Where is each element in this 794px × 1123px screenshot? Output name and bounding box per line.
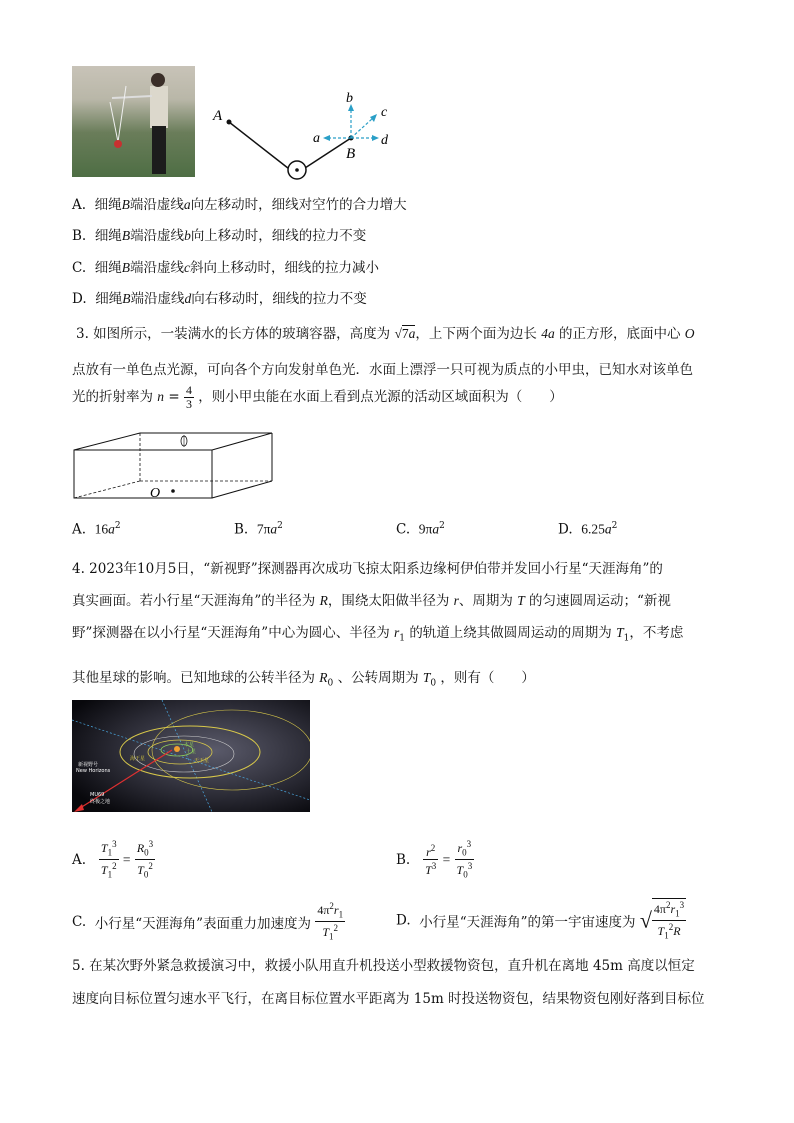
q4-stem-line3: 野”探测器在以小行星“天涯海角”中心为圆心、半径为 $r_1$ 的轨道上绕其做圆周运动的周期为 $T_1$，不考虑 [72,625,684,644]
q4-option-c[interactable]: C. 小行星“天涯海角”表面重力加速度为 $\frac{4\pi^2r_1}{T_1^2}$ [72,901,344,942]
image-label-tu: 土星 [186,749,197,755]
q2-option-d[interactable]: D. 细绳B端沿虚线d向右移动时，细线的拉力不变 [72,291,367,307]
q3-option-d[interactable]: D. $6.25a^2$ [558,521,618,538]
diabolo-photo [72,66,195,177]
label-O: O [150,486,161,501]
label-d: d [381,133,388,148]
q3-stem-line2: 点放有一单色点光源，可向各个方向发射单色光．水面上漂浮一只可视为质点的小甲虫，已知水对该单色 [72,362,693,378]
image-label-tian: 天王星 [194,758,210,764]
q2-option-c[interactable]: C. 细绳B端沿虚线c斜向上移动时，细线的拉力减小 [72,260,379,276]
image-label-nh-cn: 新视野号 [78,762,99,768]
q4-option-a[interactable]: A. $\frac{T_1^3}{T_1^2}$ = $\frac{R_0^3}{T_0^2}$ [72,839,154,880]
label-a: a [313,131,320,146]
image-label-nh-en: New Horizons [76,768,111,774]
image-label-mu2: 木星 [184,742,195,748]
q5-stem-line2: 速度向目标位置匀速水平飞行，在离目标位置水平距离为 15m 时投送物资包，结果物资包刚好落到目标位 [72,991,705,1007]
q4-stem-line4: 其他星球的影响。已知地球的公转半径为 $R_0$ 、公转周期为 $T_0$ ，则有（ ） [72,670,535,689]
q4-stem-line1: 4. 2023年10月5日，“新视野”探测器再次成功飞掠太阳系边缘柯伊伯带并发回小行星“天涯海角”的 [72,561,663,577]
q2-option-b[interactable]: B. 细绳B端沿虚线b向上移动时，细线的拉力不变 [72,228,367,244]
box-container-diagram [70,428,280,503]
q4-option-d[interactable]: D. 小行星“天涯海角”的第一宇宙速度为 √ $\frac{4\pi^2r_1^3}{T_1^2R}$ [396,900,685,941]
n-fraction: $\frac{4}{3}$ [185,383,192,411]
q2-option-a[interactable]: A. 细绳B端沿虚线a向左移动时，细线对空竹的合力增大 [72,197,407,213]
label-A: A [213,108,223,124]
label-c: c [381,105,388,120]
q5-stem-line1: 5. 在某次野外紧急救援演习中，救援小队用直升机投送小型救援物资包，直升机在离地 45m 高度以恒定 [72,958,695,974]
q3-option-b[interactable]: B. $7\pi a^2$ [234,521,283,538]
solar-system-image [72,700,310,812]
q3-option-c[interactable]: C. $9\pi a^2$ [396,521,445,538]
beetle-icon [181,435,187,447]
sqrt-expr: √7a [394,326,416,341]
image-label-hai: 海王星 [130,756,146,762]
q3-option-a[interactable]: A. $16a^2$ [72,521,121,538]
image-label-mu: MU69 [90,792,105,798]
q3-stem-line3: 光的折射率为 n = $\frac{4}{3}$ ，则小甲虫能在水面上看到点光源的活动区域面积为（ ） [72,383,563,411]
q4-stem-line2: 真实画面。若小行星“天涯海角”的半径为 R，围绕太阳做半径为 r、周期为 T 的匀速圆周运动；“新视 [72,593,671,609]
diabolo-diagram [205,88,405,183]
label-B: B [346,146,356,162]
q3-stem-line1: 3. 如图所示，一装满水的长方体的玻璃容器，高度为 √7a，上下两个面为边长 4a 的正方形，底面中心 O [76,326,695,342]
label-b: b [346,91,353,106]
q4-option-b[interactable]: B. $\frac{r^2}{T^3}$ = $\frac{r_0^3}{T_0^3}$ [396,839,473,880]
image-label-mu-cn: 终极之地 [90,799,111,805]
